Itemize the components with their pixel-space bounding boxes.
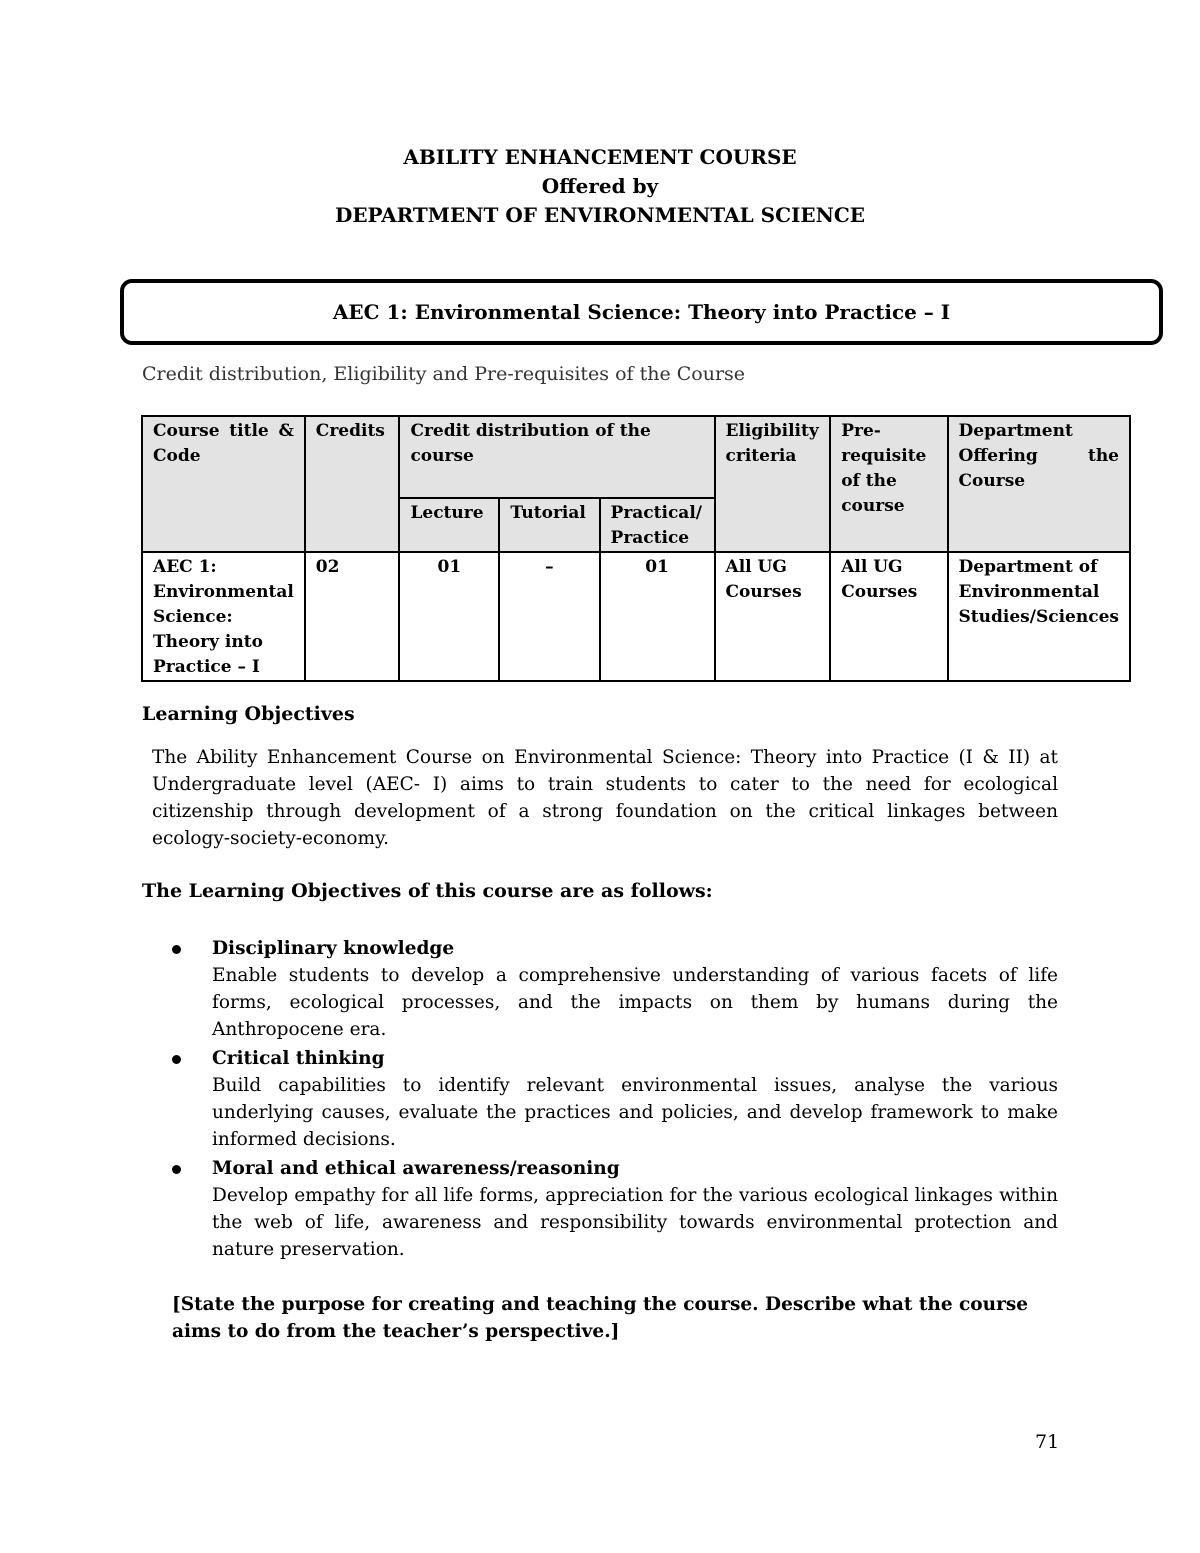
page-number: 71 [1035, 1431, 1060, 1453]
list-item [212, 1155, 1058, 1263]
cell-credits: 02 [305, 552, 400, 681]
objective-title: Disciplinary knowledge [212, 938, 455, 959]
list-item [212, 935, 1058, 1043]
purpose-note: [State the purpose for creating and teaching the course. Describe what the course aims to do from the teacher’s perspective.] [172, 1294, 1029, 1342]
header-line-offered-by: Offered by [541, 174, 659, 198]
objective-description: Enable students to develop a comprehensive understanding of various facets of life forms, ecological processes, and the impacts on them by humans during the Anthropocene era. [212, 965, 1058, 1040]
header-lecture: Lecture [399, 498, 499, 552]
cell-eligibility: All UG Courses [715, 552, 831, 681]
credit-distribution-table [141, 415, 1131, 682]
cell-course: AEC 1: Environmental Science: Theory into Practice – I [142, 552, 305, 681]
table-row [142, 552, 1130, 681]
header-credit-distribution: Credit distribution of the course [399, 416, 714, 498]
cell-tutorial: – [499, 552, 599, 681]
header-department: Department Offering the Course [948, 416, 1130, 552]
header-prerequisite: Pre-requisite of the course [830, 416, 947, 552]
header-practical: Practical/ Practice [600, 498, 715, 552]
course-title: AEC 1: Environmental Science: Theory into Practice – I [332, 300, 951, 324]
bullet-icon [172, 1055, 181, 1064]
header-line-department: DEPARTMENT OF ENVIRONMENTAL SCIENCE [334, 203, 866, 227]
bullet-icon [172, 945, 181, 954]
cell-prerequisite: All UG Courses [830, 552, 947, 681]
header-tutorial: Tutorial [499, 498, 599, 552]
table-header-row [142, 416, 1130, 498]
course-title-box [120, 279, 1163, 345]
list-item [212, 1045, 1058, 1153]
cell-department: Department of Environmental Studies/Sciences [948, 552, 1130, 681]
credit-distribution-heading: Credit distribution, Eligibility and Pre-requisites of the Course [142, 363, 746, 385]
objective-title: Moral and ethical awareness/reasoning [212, 1158, 620, 1179]
objective-description: Build capabilities to identify relevant environmental issues, analyse the various underlying causes, evaluate the practices and policies, and develop framework to make informed decisions. [212, 1075, 1058, 1150]
bullet-icon [172, 1165, 181, 1174]
objective-description: Develop empathy for all life forms, appreciation for the various ecological linkages within the web of life, awareness and responsibility towards environmental protection and nature preservation. [212, 1185, 1058, 1260]
header-line-course-type: ABILITY ENHANCEMENT COURSE [403, 145, 797, 169]
document-header [0, 143, 1200, 230]
intro-paragraph: The Ability Enhancement Course on Environmental Science: Theory into Practice (I & II) at Undergraduate level (AEC- I) aims to train students to cater to the need for ecological citizenship through development of a strong foundation on the critical linkages between ecology-society-economy. [152, 747, 1058, 849]
objective-title: Critical thinking [212, 1048, 385, 1069]
header-eligibility: Eligibility criteria [715, 416, 831, 552]
cell-lecture: 01 [399, 552, 499, 681]
objectives-list-heading: The Learning Objectives of this course are as follows: [142, 880, 713, 902]
header-course-title-code: Course title & Code [142, 416, 305, 552]
cell-practical: 01 [600, 552, 715, 681]
header-credits: Credits [305, 416, 400, 552]
learning-objectives-heading: Learning Objectives [142, 703, 355, 725]
